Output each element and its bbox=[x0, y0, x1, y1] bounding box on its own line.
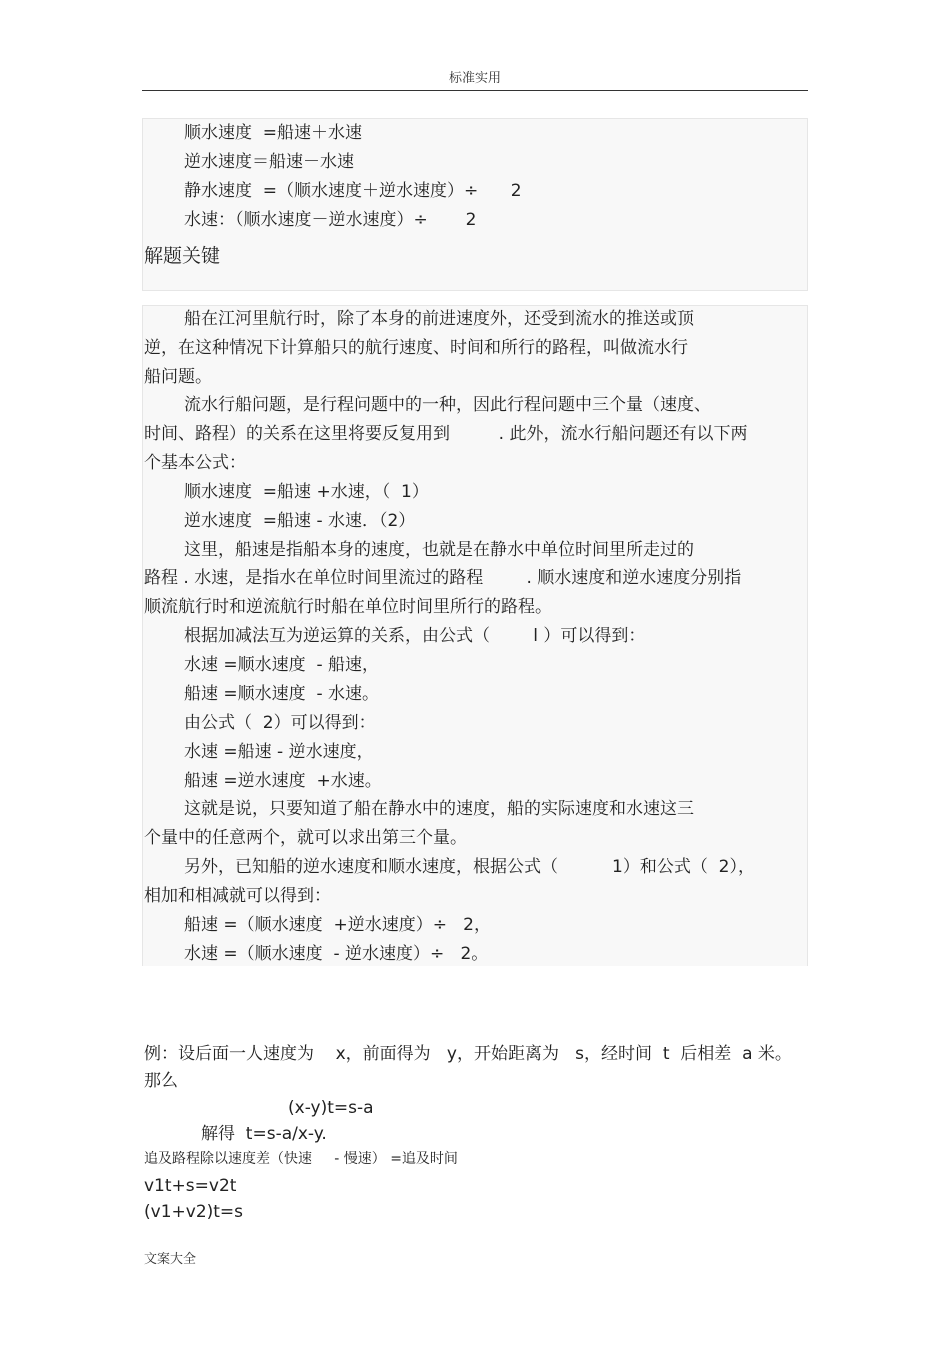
para-line: 个量中的任意两个，就可以求出第三个量。 bbox=[144, 828, 467, 848]
chase-note: 追及路程除以速度差（快速 - 慢速） =追及时间 bbox=[144, 1151, 458, 1167]
header-rule bbox=[142, 90, 808, 91]
page-footer: 文案大全 bbox=[144, 1252, 197, 1267]
formula-downstream: 顺水速度 =船速＋水速 bbox=[184, 123, 363, 143]
para-line: 船问题。 bbox=[144, 367, 212, 387]
example-line: 那么 bbox=[144, 1071, 178, 1091]
section-heading: 解题关键 bbox=[144, 245, 221, 267]
para-line: 水速 =（顺水速度 - 逆水速度）÷ 2。 bbox=[184, 944, 489, 964]
para-line: 流水行船问题，是行程问题中的一种，因此行程问题中三个量（速度、 bbox=[184, 395, 711, 415]
formula-box bbox=[142, 118, 808, 291]
equation: v1t+s=v2t bbox=[144, 1176, 237, 1196]
para-line: 船速 =顺水速度 - 水速。 bbox=[184, 684, 379, 704]
para-line: 个基本公式： bbox=[144, 453, 246, 473]
example-line: 例：设后面一人速度为 x，前面得为 y，开始距离为 s，经时间 t 后相差 a 米。 bbox=[144, 1044, 792, 1064]
para-line: 顺水速度 =船速 +水速，（ 1） bbox=[184, 482, 429, 502]
para-line: 船速 =（顺水速度 +逆水速度）÷ 2， bbox=[184, 915, 491, 935]
formula-still-water: 静水速度 =（顺水速度＋逆水速度）÷ 2 bbox=[184, 181, 522, 201]
equation: (v1+v2)t=s bbox=[144, 1202, 244, 1222]
para-line: 逆，在这种情况下计算船只的航行速度、时间和所行的路程，叫做流水行 bbox=[144, 338, 688, 358]
para-line: 由公式（ 2）可以得到： bbox=[184, 713, 376, 733]
para-line: 另外，已知船的逆水速度和顺水速度，根据公式（ 1）和公式（ 2）， bbox=[184, 857, 755, 877]
para-line: 根据加减法互为逆运算的关系，由公式（ l ）可以得到： bbox=[184, 626, 646, 646]
para-line: 这里，船速是指船本身的速度，也就是在静水中单位时间里所走过的 bbox=[184, 540, 694, 560]
para-line: 这就是说，只要知道了船在静水中的速度，船的实际速度和水速这三 bbox=[184, 799, 694, 819]
para-line: 船速 =逆水速度 +水速。 bbox=[184, 771, 382, 791]
formula-upstream: 逆水速度＝船速－水速 bbox=[184, 152, 354, 172]
para-line: 路程 . 水速，是指水在单位时间里流过的路程 . 顺水速度和逆水速度分别指 bbox=[144, 568, 742, 588]
formula-water-speed: 水速：（顺水速度－逆水速度）÷ 2 bbox=[184, 210, 477, 230]
para-line: 水速 =船速 - 逆水速度， bbox=[184, 742, 374, 762]
para-line: 水速 =顺水速度 - 船速， bbox=[184, 655, 379, 675]
example-equation: (x-y)t=s-a bbox=[288, 1098, 374, 1118]
para-line: 相加和相减就可以得到： bbox=[144, 886, 331, 906]
example-solution: 解得 t=s-a/x-y. bbox=[201, 1124, 327, 1144]
page-header: 标准实用 bbox=[448, 71, 501, 86]
para-line: 顺流航行时和逆流航行时船在单位时间里所行的路程。 bbox=[144, 597, 552, 617]
para-line: 船在江河里航行时，除了本身的前进速度外，还受到流水的推送或顶 bbox=[184, 309, 694, 329]
para-line: 逆水速度 =船速 - 水速．（2） bbox=[184, 511, 416, 531]
para-line: 时间、路程）的关系在这里将要反复用到 . 此外，流水行船问题还有以下两 bbox=[144, 424, 748, 444]
